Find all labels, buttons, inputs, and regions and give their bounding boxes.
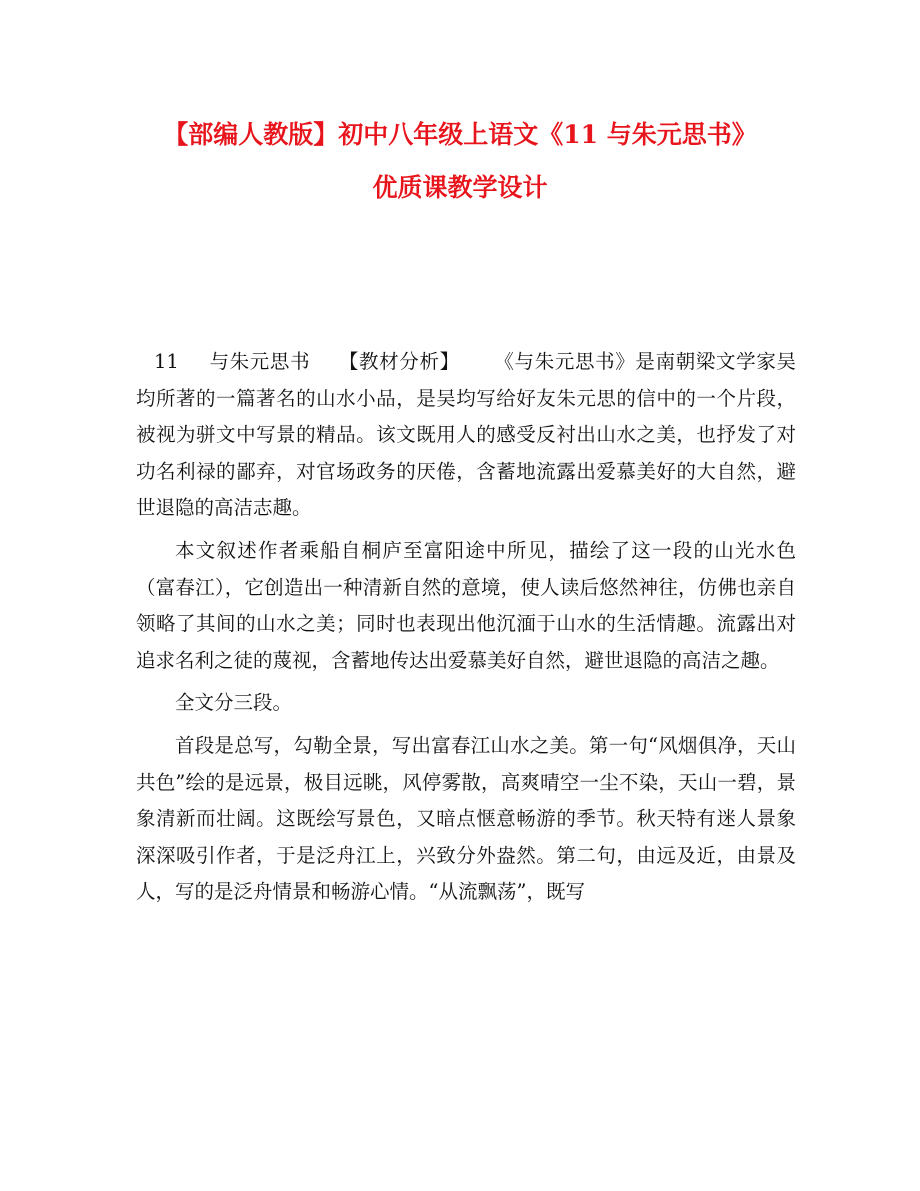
section-heading: 【教材分析】	[338, 350, 460, 373]
lesson-number: 11	[154, 350, 179, 373]
paragraph-summary: 本文叙述作者乘船自桐庐至富阳途中所见，描绘了这一段的山光水色（富春江），它创造出一种清新自然的意境，使人读后悠然神往，仿佛也亲自领略了其间的山水之美；同时也表现出他沉湎于山水的生活情趣。流露出对追求名利之徒的蔑视，含蓄地传达出爱慕美好自然，避世退隐的高洁之趣。	[136, 538, 796, 672]
lesson-name: 与朱元思书	[208, 350, 311, 373]
document-title-line2: 优质课教学设计	[372, 173, 548, 202]
paragraph-first-section: 首段是总写，勾勒全景，写出富春江山水之美。第一句“风烟俱净，天山共色”绘的是远景，极目远眺，风停雾散，高爽晴空一尘不染，天山一碧，景象清新而壮阔。这既绘写景色，又暗点惬意畅游的季节。秋天特有迷人景象深深吸引作者，于是泛舟江上，兴致分外盎然。第二句，由远及近，由景及人，写的是泛舟情景和畅游心情。“从流飘荡”，既写	[136, 733, 796, 904]
document-title-line1: 【部编人教版】初中八年级上语文《11 与朱元思书》	[163, 120, 757, 149]
paragraph-text: 《与朱元思书》是南朝梁文学家吴均所著的一篇著名的山水小品，是吴均写给好友朱元思的信中的一个片段，被视为骈文中写景的精品。该文既用人的感受反衬出山水之美，也抒发了对功名利禄的鄙弃，对官场政务的厌倦，含蓄地流露出爱慕美好的大自然，避世退隐的高洁志趣。	[136, 350, 796, 520]
document-body	[136, 344, 796, 911]
paragraph-teaching-material-analysis	[136, 344, 796, 527]
paragraph-structure: 全文分三段。	[175, 691, 293, 715]
